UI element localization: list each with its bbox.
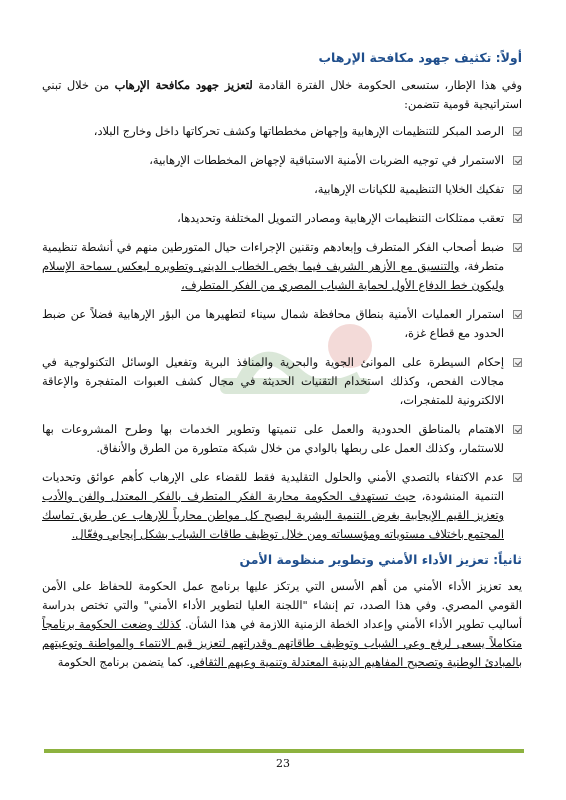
intro-bold-text: لتعزيز جهود مكافحة الإرهاب — [114, 78, 253, 92]
checkbox-bullet-icon — [513, 358, 522, 367]
list-item-text: الرصد المبكر للتنظيمات الإرهابية وإجهاض مخططاتها وكشف تحركاتها داخل وخارج البلاد، — [93, 125, 504, 138]
list-item — [42, 420, 522, 458]
list-item — [42, 353, 522, 410]
list-item-text: استمرار العمليات الأمنية بنطاق محافظة شمال سيناء لتطهيرها من البؤر الإرهابية فضلاً عن ضبط الحدود مع قطاع غزة، — [42, 308, 504, 340]
intro-text-2: من خلال تبني استراتيجية قومية تتضمن: — [42, 79, 522, 111]
page-number: 23 — [276, 757, 290, 770]
list-item — [42, 468, 522, 544]
section1-list — [42, 122, 522, 544]
checkbox-bullet-icon — [513, 473, 522, 482]
paragraph-text-2: . كما يتضمن برنامج الحكومة — [57, 656, 190, 669]
list-item — [42, 180, 522, 199]
paragraph-underlined-text: كذلك وضعت الحكومة برنامجاً متكاملاً يسعى لرفع وعي الشباب وتوظيف طاقاتهم وقدراتهم لتعزيز قيم الانتماء والمواطنة وتوعيتهم بالمبادئ الوطنية وتصحيح المفاهيم الدينية المعتدلة وتنمية وعيهم الثقافي — [42, 618, 522, 669]
list-item — [42, 238, 522, 295]
list-item-text: الاستمرار في توجيه الضربات الأمنية الاستباقية لإجهاض المخططات الإرهابية، — [149, 154, 504, 167]
list-item-underlined-text: والتنسيق مع الأزهر الشريف فيما يخص الخطاب الديني وتطويره ليعكس سماحة الإسلام وليكون خط الدفاع الأول لحماية الشباب المصري من الفكر المتطرف، — [42, 260, 504, 292]
list-item — [42, 122, 522, 141]
footer-divider — [44, 749, 524, 753]
list-item — [42, 151, 522, 170]
list-item-text: عدم الاكتفاء بالتصدي الأمني والحلول التقليدية فقط للقضاء على الإرهاب كأهم عوائق وتحديات التنمية المنشودة، — [42, 471, 505, 503]
checkbox-bullet-icon — [513, 310, 522, 319]
section1-heading: أولاً: تكثيف جهود مكافحة الإرهاب — [318, 50, 522, 65]
list-item-text: تفكيك الخلايا التنظيمية للكيانات الإرهابية، — [314, 183, 504, 196]
intro-text-1: وفي هذا الإطار، ستسعى الحكومة خلال الفترة القادمة — [252, 79, 522, 92]
main-content — [42, 50, 522, 672]
checkbox-bullet-icon — [513, 185, 522, 194]
section2-heading: ثانياً: تعزيز الأداء الأمني وتطوير منظومة الأمن — [239, 552, 522, 567]
list-item-text: ضبط أصحاب الفكر المتطرف وإبعادهم وتقنين الإجراءات حيال المتورطين منهم في أنشطة تنظيمية متطرفة، — [42, 241, 505, 273]
checkbox-bullet-icon — [513, 214, 522, 223]
list-item-underlined-text: حيث تستهدف الحكومة محاربة الفكر المتطرف بالفكر المعتدل والفن والأدب وتعزيز القيم الإيجابية بغرض التنمية البشرية ليصبح كل مواطن محارباً للإرهاب عن طريق تماسك المجتمع باختلاف مستوياته ومؤسساته ومن خلال توظيف طاقات الشباب بشكل إيجابي وفعّال. — [42, 490, 504, 541]
list-item-text: الاهتمام بالمناطق الحدودية والعمل على تنميتها وتطوير الخدمات بها وطرح المشروعات بها للاستثمار، وكذلك العمل على ربطها بالوادي من خلال شبكة متطورة من الطرق والأنفاق. — [42, 423, 504, 455]
checkbox-bullet-icon — [513, 156, 522, 165]
list-item-text: تعقب ممتلكات التنظيمات الإرهابية ومصادر التمويل المختلفة وتحديدها، — [177, 212, 504, 225]
list-item — [42, 209, 522, 228]
section1-intro — [42, 76, 522, 114]
section2-paragraph — [42, 577, 522, 672]
checkbox-bullet-icon — [513, 127, 522, 136]
checkbox-bullet-icon — [513, 243, 522, 252]
list-item-text: إحكام السيطرة على الموانئ الجوية والبحرية والمنافذ البرية وتفعيل الوسائل التكنولوجية في مجالات الفحص، وكذلك استخدام التقنيات الحديثة في مجال كشف العبوات المتفجرة والإعاقة الالكترونية للمتفجرات، — [42, 356, 504, 407]
checkbox-bullet-icon — [513, 425, 522, 434]
list-item — [42, 305, 522, 343]
paragraph-text-1: يعد تعزيز الأداء الأمني من أهم الأسس التي يرتكز عليها برنامج عمل الحكومة للحفاظ على الأمن القومي المصري. وفي هذا الصدد، تم إنشاء "اللجنة العليا لتطوير الأداء الأمني" والتي تختص بدراسة أساليب تطوير الأداء الأمني وإعداد الخطة الزمنية اللازمة في هذا الشأن. — [42, 580, 522, 631]
